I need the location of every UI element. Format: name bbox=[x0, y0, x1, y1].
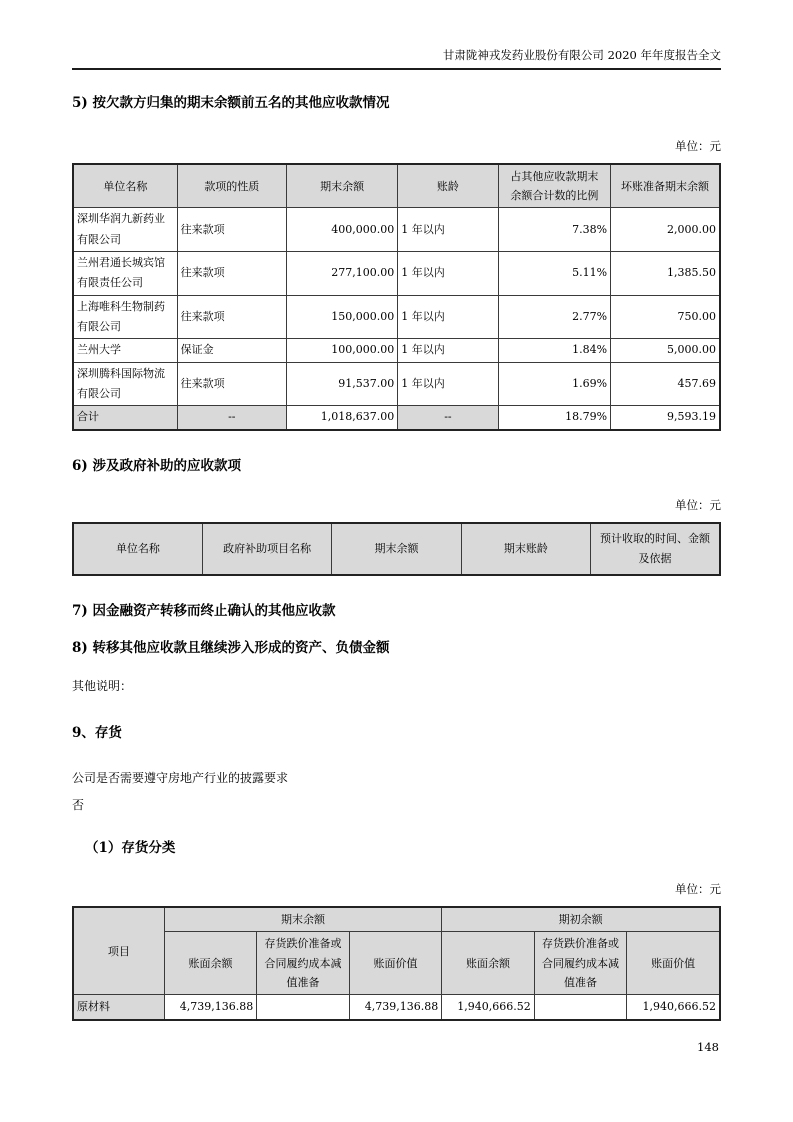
table-cell: 1 年以内 bbox=[398, 295, 498, 339]
table-cell: 1 年以内 bbox=[398, 339, 498, 362]
table-cell: 兰州君通长城宾馆有限责任公司 bbox=[73, 252, 177, 296]
table-cell: 150,000.00 bbox=[286, 295, 397, 339]
table-cell bbox=[257, 995, 350, 1020]
page-content bbox=[0, 95, 793, 1021]
disclosure-answer: 否 bbox=[72, 798, 85, 813]
table-cell: 往来款项 bbox=[177, 208, 286, 252]
government-grant-receivables-table bbox=[72, 522, 721, 576]
header-cell: 单位名称 bbox=[73, 164, 177, 208]
table-cell: 兰州大学 bbox=[73, 339, 177, 362]
section-5-heading: 5) 按欠款方归集的期末余额前五名的其他应收款情况 bbox=[72, 95, 390, 111]
table-cell: 1 年以内 bbox=[398, 362, 498, 406]
table-row bbox=[73, 252, 720, 296]
table-cell: -- bbox=[177, 406, 286, 430]
table-group-header-row bbox=[73, 907, 720, 932]
table-cell: 2.77% bbox=[498, 295, 611, 339]
unit-label: 单位：元 bbox=[675, 497, 721, 512]
header-cell: 期末余额 bbox=[286, 164, 397, 208]
header-cell: 政府补助项目名称 bbox=[202, 523, 331, 575]
report-header-title: 甘肃陇神戎发药业股份有限公司 2020 年年度报告全文 bbox=[442, 48, 721, 62]
table-header-row bbox=[73, 164, 720, 208]
table-cell: 1.84% bbox=[498, 339, 611, 362]
table-cell: 保证金 bbox=[177, 339, 286, 362]
header-cell: 项目 bbox=[73, 907, 164, 995]
header-cell: 期末余额 bbox=[332, 523, 461, 575]
page-number: 148 bbox=[697, 1040, 719, 1054]
header-cell: 期末账龄 bbox=[461, 523, 590, 575]
table-cell: 2,000.00 bbox=[611, 208, 720, 252]
table-cell: 往来款项 bbox=[177, 295, 286, 339]
table-cell: 深圳华润九新药业有限公司 bbox=[73, 208, 177, 252]
table-cell: 400,000.00 bbox=[286, 208, 397, 252]
inventory-classification-table bbox=[72, 906, 721, 1021]
table-cell: 5,000.00 bbox=[611, 339, 720, 362]
table-cell: 5.11% bbox=[498, 252, 611, 296]
table-cell: 7.38% bbox=[498, 208, 611, 252]
section-9-heading: 9、存货 bbox=[72, 725, 122, 742]
table-cell: 18.79% bbox=[498, 406, 611, 430]
disclosure-question: 公司是否需要遵守房地产行业的披露要求 bbox=[72, 771, 289, 786]
header-cell: 账面价值 bbox=[627, 932, 720, 995]
section-8-heading: 8) 转移其他应收款且继续涉入形成的资产、负债金额 bbox=[72, 639, 390, 656]
table-header-row bbox=[73, 523, 720, 575]
section-6-heading: 6) 涉及政府补助的应收款项 bbox=[72, 457, 241, 474]
table-cell: 1,385.50 bbox=[611, 252, 720, 296]
header-cell: 存货跌价准备或合同履约成本减值准备 bbox=[534, 932, 627, 995]
unit-label: 单位：元 bbox=[675, 138, 721, 153]
header-cell: 账面价值 bbox=[349, 932, 442, 995]
header-cell: 预计收取的时间、金额及依据 bbox=[591, 523, 720, 575]
table-cell: 750.00 bbox=[611, 295, 720, 339]
table-subheader-row bbox=[73, 932, 720, 995]
section-7-heading: 7) 因金融资产转移而终止确认的其他应收款 bbox=[72, 602, 336, 619]
table-cell: 1,018,637.00 bbox=[286, 406, 397, 430]
header-cell: 坏账准备期末余额 bbox=[611, 164, 720, 208]
table-row bbox=[73, 995, 720, 1020]
unit-label: 单位：元 bbox=[675, 882, 721, 897]
other-receivables-top5-table bbox=[72, 163, 721, 431]
other-notes-label: 其他说明： bbox=[72, 679, 133, 694]
table-cell: 往来款项 bbox=[177, 362, 286, 406]
table-cell: 9,593.19 bbox=[611, 406, 720, 430]
table-row bbox=[73, 208, 720, 252]
table-cell: 上海唯科生物制药有限公司 bbox=[73, 295, 177, 339]
table-cell: 1.69% bbox=[498, 362, 611, 406]
table-cell: 277,100.00 bbox=[286, 252, 397, 296]
row-label-cell: 原材料 bbox=[73, 995, 164, 1020]
table-cell: 91,537.00 bbox=[286, 362, 397, 406]
total-label-cell: 合计 bbox=[73, 406, 177, 430]
table-cell: 100,000.00 bbox=[286, 339, 397, 362]
inventory-classification-heading: （1）存货分类 bbox=[85, 840, 176, 857]
total-row bbox=[73, 406, 720, 430]
table-cell: 4,739,136.88 bbox=[349, 995, 442, 1020]
header-cell: 账面余额 bbox=[164, 932, 257, 995]
table-cell: 1,940,666.52 bbox=[627, 995, 720, 1020]
header-cell: 单位名称 bbox=[73, 523, 202, 575]
page-header bbox=[72, 0, 721, 70]
header-cell: 存货跌价准备或合同履约成本减值准备 bbox=[257, 932, 350, 995]
header-cell-group-end: 期末余额 bbox=[164, 907, 442, 932]
header-cell-group-begin: 期初余额 bbox=[442, 907, 720, 932]
table-cell: -- bbox=[398, 406, 498, 430]
table-row bbox=[73, 362, 720, 406]
header-cell: 款项的性质 bbox=[177, 164, 286, 208]
table-cell bbox=[534, 995, 627, 1020]
table-cell: 4,739,136.88 bbox=[164, 995, 257, 1020]
header-cell: 账龄 bbox=[398, 164, 498, 208]
table-cell: 往来款项 bbox=[177, 252, 286, 296]
table-cell: 1,940,666.52 bbox=[442, 995, 535, 1020]
table-row bbox=[73, 295, 720, 339]
header-cell: 占其他应收款期末余额合计数的比例 bbox=[498, 164, 611, 208]
table-cell: 1 年以内 bbox=[398, 252, 498, 296]
table-cell: 1 年以内 bbox=[398, 208, 498, 252]
table-cell: 457.69 bbox=[611, 362, 720, 406]
table-row bbox=[73, 339, 720, 362]
header-cell: 账面余额 bbox=[442, 932, 535, 995]
table-cell: 深圳腾科国际物流有限公司 bbox=[73, 362, 177, 406]
